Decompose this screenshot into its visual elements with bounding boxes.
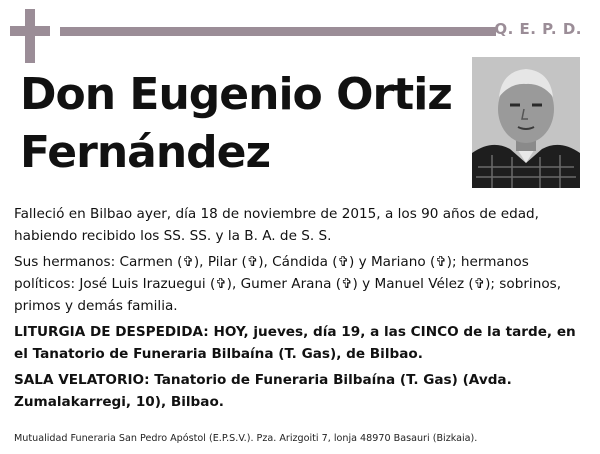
qepd-label: Q. E. P. D. (494, 20, 582, 38)
header-rule (60, 27, 496, 36)
name-line-2: Fernández (20, 127, 271, 178)
deceased-name (20, 66, 470, 182)
name-line-1: Don Eugenio Ortiz (20, 69, 452, 120)
death-notice: Falleció en Bilbao ayer, día 18 de noviembre de 2015, a los 90 años de edad, habiendo recibido los SS. SS. y la B. A. de S. S. (14, 206, 539, 244)
portrait-photo (472, 57, 580, 188)
portrait-image (472, 57, 580, 188)
cross-icon (10, 9, 50, 63)
family-notice: Sus hermanos: Carmen (✞), Pilar (✞), Cándida (✞) y Mariano (✞); hermanos políticos: José Luis Irazuegui (✞), Gumer Arana (✞) y Manuel Vélez (✞); sobrinos, primos y demás familia. (14, 254, 562, 314)
obituary-body (14, 203, 586, 417)
liturgy-notice: LITURGIA DE DESPEDIDA: HOY, jueves, día 19, a las CINCO de la tarde, en el Tanatorio de Funeraria Bilbaína (T. Gas), de Bilbao. (14, 324, 576, 362)
footer-funeral-home: Mutualidad Funeraria San Pedro Apóstol (E.P.S.V.). Pza. Arizgoiti 7, lonja 48970 Basauri (Bizkaia). (14, 433, 478, 444)
wake-notice: SALA VELATORIO: Tanatorio de Funeraria Bilbaína (T. Gas) (Avda. Zumalakarregi, 10), Bilbao. (14, 372, 512, 410)
